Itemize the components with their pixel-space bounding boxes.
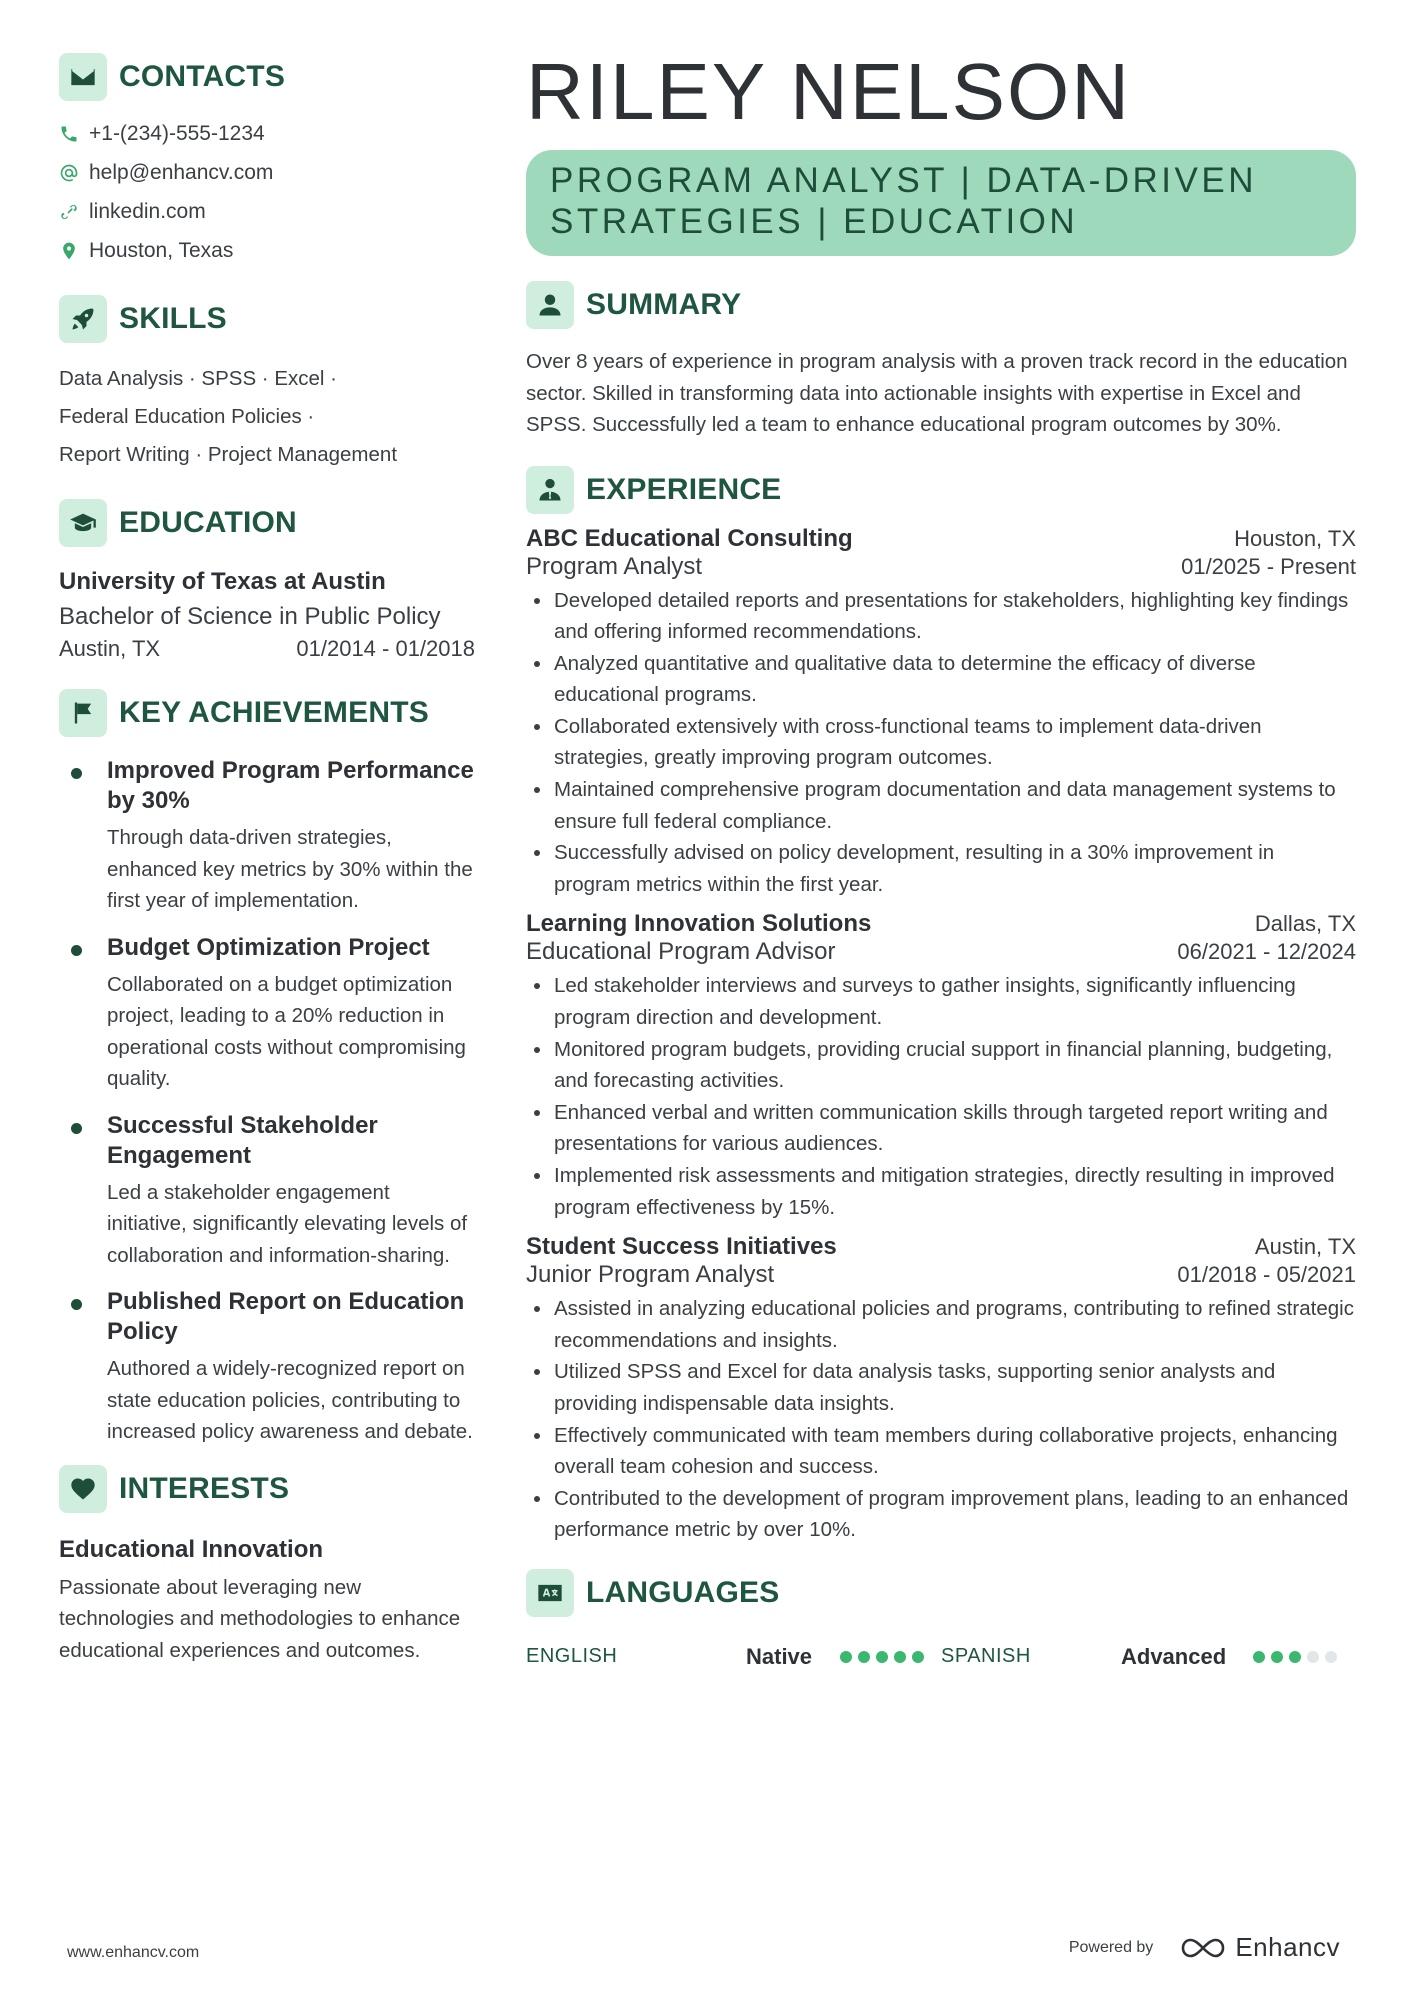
job-bullet: Implemented risk assessments and mitigation strategies, directly resulting in improved program effectiveness by 15%. [526, 1160, 1356, 1223]
rating-dot [858, 1651, 870, 1663]
job-bullet: Collaborated extensively with cross-functional teams to implement data-driven strategies, greatly improving program outcomes. [526, 711, 1356, 774]
experience-header [526, 465, 1356, 515]
job-bullets [526, 970, 1356, 1223]
headline-banner [526, 150, 1356, 256]
job-company: Student Success Initiatives [526, 1233, 837, 1261]
contact-linkedin[interactable] [59, 192, 475, 231]
skills-list [59, 360, 475, 474]
job-subheader [526, 553, 1356, 581]
education-dates: 01/2014 - 01/2018 [296, 636, 475, 661]
summary-title: SUMMARY [586, 288, 742, 321]
language-level: Advanced [1121, 1643, 1227, 1669]
link-icon [59, 202, 89, 222]
rating-dot [1253, 1651, 1265, 1663]
education-degree: Bachelor of Science in Public Policy [59, 603, 441, 630]
education-meta [59, 636, 475, 662]
achievement-title: Successful Stakeholder Engagement [107, 1111, 378, 1169]
interest-title: Educational Innovation [59, 1535, 324, 1563]
graduation-cap-icon [59, 499, 107, 547]
job-dates: 01/2025 - Present [1181, 553, 1356, 579]
job-bullet: Monitored program budgets, providing crucial support in financial planning, budgeting, and forecasting activities. [526, 1034, 1356, 1097]
job-bullet: Effectively communicated with team members during collaborative projects, enhancing overall team cohesion and success. [526, 1420, 1356, 1483]
achievements-list [59, 756, 475, 1448]
contact-email-text: help@enhancv.com [89, 160, 274, 184]
footer-brand [1069, 1932, 1340, 1963]
interests-title: INTERESTS [119, 1471, 290, 1505]
job-location: Houston, TX [1234, 525, 1356, 551]
left-column [59, 52, 475, 1666]
right-column [526, 47, 1356, 1670]
headline-line: PROGRAM ANALYST | DATA-DRIVEN [550, 161, 1257, 200]
contact-email[interactable] [59, 153, 475, 192]
achievement-desc: Led a stakeholder engagement initiative, significantly elevating levels of collaboration and information-sharing. [107, 1180, 468, 1267]
rating-dot [876, 1651, 888, 1663]
language-name: SPANISH [941, 1645, 1031, 1668]
job-header [526, 525, 1356, 553]
contact-location [59, 231, 475, 270]
job-subheader [526, 1261, 1356, 1289]
contact-linkedin-text: linkedin.com [89, 199, 206, 223]
envelope-icon [59, 53, 107, 101]
languages-header [526, 1568, 1356, 1618]
flag-icon [59, 689, 107, 737]
job-entry [526, 910, 1356, 1223]
briefcase-person-icon [526, 466, 574, 514]
education-title: EDUCATION [119, 506, 297, 539]
enhancv-logo-icon [1179, 1934, 1227, 1962]
contacts-header [59, 52, 475, 102]
job-bullet: Maintained comprehensive program documentation and data management systems to ensure full federal compliance. [526, 774, 1356, 837]
job-bullet: Successfully advised on policy development, resulting in a 30% improvement in program metrics within the first year. [526, 837, 1356, 900]
headline-line: STRATEGIES | EDUCATION [550, 202, 1079, 241]
job-company: Learning Innovation Solutions [526, 910, 872, 938]
interests-header [59, 1464, 475, 1514]
job-dates: 06/2021 - 12/2024 [1177, 939, 1356, 965]
contact-phone[interactable] [59, 114, 475, 153]
contact-location-text: Houston, Texas [89, 238, 234, 262]
job-role: Program Analyst [526, 552, 703, 580]
job-bullet: Analyzed quantitative and qualitative data to determine the efficacy of diverse educational programs. [526, 648, 1356, 711]
rating-dot [1307, 1651, 1319, 1663]
job-bullet: Enhanced verbal and written communication skills through targeted report writing and presentations for various audiences. [526, 1097, 1356, 1160]
rating-dot [1325, 1651, 1337, 1663]
achievement-item [59, 933, 475, 1095]
translate-icon [526, 1569, 574, 1617]
rocket-icon [59, 295, 107, 343]
rating-dot [1289, 1651, 1301, 1663]
summary-text: Over 8 years of experience in program analysis with a proven track record in the education sector. Skilled in transforming data into actionable insights with expertise in Excel and SPSS. Successfully led a team to enhance educational program outcomes by 30%. [526, 350, 1348, 436]
phone-icon [59, 124, 89, 144]
skills-header [59, 294, 475, 344]
job-bullet: Assisted in analyzing educational policies and programs, contributing to refined strategic recommendations and insights. [526, 1293, 1356, 1356]
interest-desc: Passionate about leveraging new technologies and methodologies to enhance educational experiences and outcomes. [59, 1575, 461, 1662]
brand-name: Enhancv [1235, 1932, 1340, 1962]
footer-website[interactable]: www.enhancv.com [67, 1944, 200, 1961]
achievement-desc: Collaborated on a budget optimization project, leading to a 20% reduction in operational costs without compromising quality. [107, 972, 466, 1090]
heart-icon [59, 1465, 107, 1513]
achievement-desc: Through data-driven strategies, enhanced key metrics by 30% within the first year of implementation. [107, 826, 473, 912]
skills-line: Federal Education Policies · [59, 405, 315, 428]
job-entry [526, 525, 1356, 901]
education-school: University of Texas at Austin [59, 568, 386, 595]
bullet-dot [71, 1299, 82, 1310]
achievement-item [59, 1111, 475, 1272]
job-location: Austin, TX [1254, 1234, 1356, 1260]
achievement-title: Published Report on Education Policy [107, 1288, 465, 1345]
job-dates: 01/2018 - 05/2021 [1177, 1262, 1356, 1288]
experience-title: EXPERIENCE [586, 472, 782, 506]
job-header [526, 1233, 1356, 1261]
bullet-dot [71, 945, 82, 956]
summary-header [526, 280, 1356, 330]
language-item [526, 1644, 941, 1670]
education-location: Austin, TX [59, 636, 161, 661]
job-bullets [526, 1293, 1356, 1546]
person-icon [526, 281, 574, 329]
education-header [59, 498, 475, 548]
job-role: Educational Program Advisor [526, 938, 836, 966]
language-rating [840, 1651, 924, 1663]
map-pin-icon [59, 241, 89, 261]
bullet-dot [71, 768, 82, 779]
job-entry [526, 1233, 1356, 1546]
job-location: Dallas, TX [1254, 911, 1356, 937]
job-header [526, 910, 1356, 938]
contacts-title: CONTACTS [119, 60, 286, 93]
languages-title: LANGUAGES [586, 1575, 780, 1609]
job-bullets [526, 585, 1356, 901]
job-subheader [526, 938, 1356, 966]
job-bullet: Led stakeholder interviews and surveys to gather insights, significantly influencing program direction and development. [526, 970, 1356, 1033]
rating-dot [912, 1651, 924, 1663]
achievement-title: Budget Optimization Project [107, 933, 430, 961]
rating-dot [1271, 1651, 1283, 1663]
job-company: ABC Educational Consulting [526, 524, 853, 552]
contacts-list [59, 114, 475, 270]
achievement-item [59, 756, 475, 917]
achievement-item [59, 1287, 475, 1448]
achievement-desc: Authored a widely-recognized report on state education policies, contributing to increased policy awareness and debate. [107, 1357, 473, 1443]
skills-line: Report Writing · Project Management [59, 443, 398, 466]
language-name: ENGLISH [526, 1645, 618, 1668]
bullet-dot [71, 1123, 82, 1134]
language-rating [1253, 1651, 1337, 1663]
powered-by-text: Powered by [1068, 1938, 1154, 1956]
job-role: Junior Program Analyst [526, 1261, 775, 1289]
achievement-title: Improved Program Performance by 30% [107, 757, 474, 814]
rating-dot [894, 1651, 906, 1663]
languages-list [526, 1644, 1356, 1670]
language-level: Native [746, 1643, 813, 1669]
rating-dot [840, 1651, 852, 1663]
job-bullet: Contributed to the development of program improvement plans, leading to an enhanced performance metric by over 10%. [526, 1483, 1356, 1546]
at-icon [59, 163, 89, 183]
contact-phone-text: +1-(234)-555-1234 [89, 121, 265, 145]
job-bullet: Utilized SPSS and Excel for data analysis tasks, supporting senior analysts and providing indispensable data insights. [526, 1356, 1356, 1419]
achievements-header [59, 688, 475, 738]
achievements-title: KEY ACHIEVEMENTS [119, 696, 429, 729]
skills-title: SKILLS [119, 302, 227, 335]
skills-line: Data Analysis · SPSS · Excel · [59, 367, 337, 390]
job-bullet: Developed detailed reports and presentations for stakeholders, highlighting key findings and offering informed recommendations. [526, 585, 1356, 648]
language-item [941, 1644, 1356, 1670]
candidate-name: RILEY NELSON [526, 47, 1131, 136]
